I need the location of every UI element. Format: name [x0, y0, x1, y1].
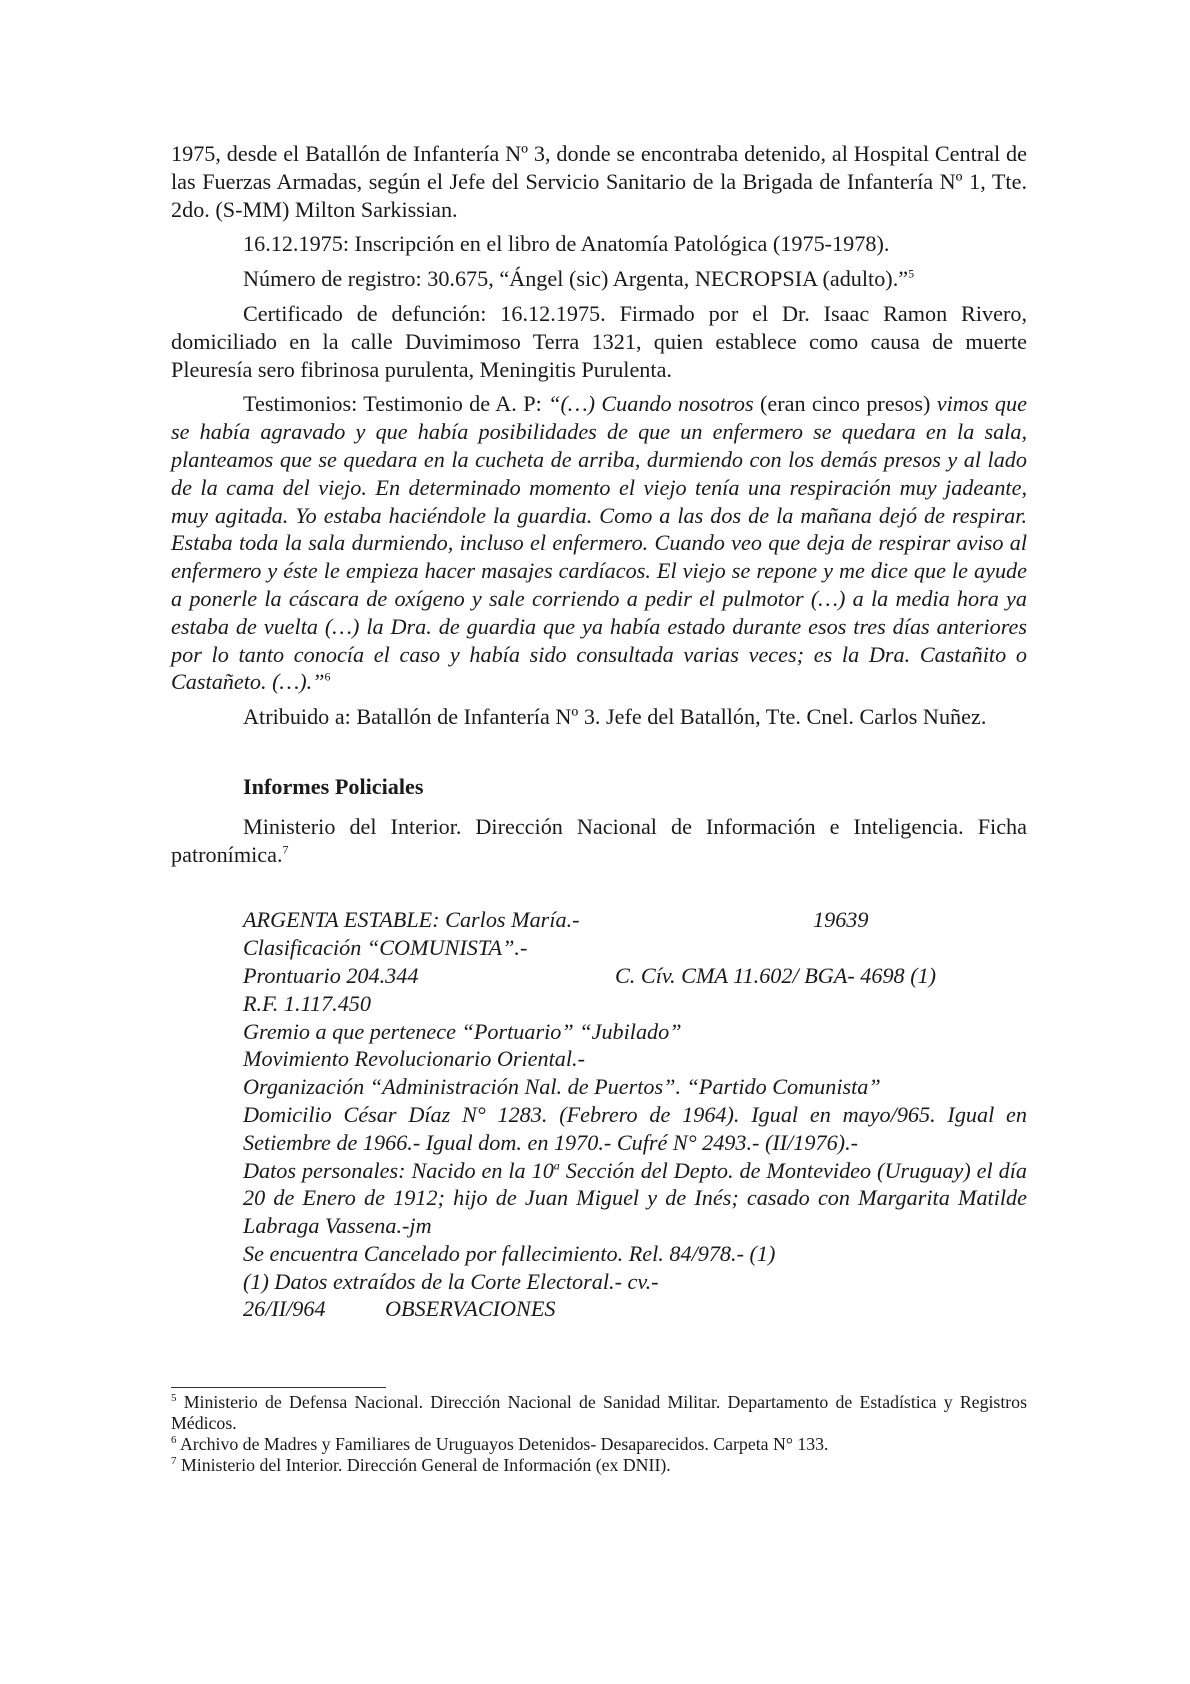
record-observations-row — [243, 1295, 1027, 1323]
record-civic-id: C. Cív. CMA 11.602/ BGA- 4698 (1) — [615, 962, 937, 988]
record-observations: OBSERVACIONES — [385, 1296, 556, 1322]
footnote-ref-7: 7 — [282, 842, 289, 857]
testimony-intro: Testimonios: Testimonio de A. P: — [243, 391, 549, 417]
paragraph-attribution: Atribuido a: Batallón de Infantería Nº 3. Jefe del Batallón, Tte. Cnel. Carlos Nuñez. — [243, 704, 987, 730]
record-prontuario-row — [243, 962, 1027, 990]
personal-data-rest: Sección del Depto. de Montevideo (Uruguay) el día 20 de Enero de 1912; hijo de Juan Miguel y de Inés; casado con Margarita Matilde Labraga Vassena.-jm — [243, 1157, 1027, 1239]
record-classification: Clasificación “COMUNISTA”.- — [243, 935, 528, 961]
footnote-text: Ministerio del Interior. Dirección General de Información (ex DNII). — [180, 1455, 671, 1475]
record-rf: R.F. 1.117.450 — [243, 990, 371, 1016]
footnote-text: Ministerio de Defensa Nacional. Dirección Nacional de Sanidad Militar. Departamento de Estadística y Registros Médicos. — [171, 1392, 1027, 1433]
record-address: Domicilio César Díaz N° 1283. (Febrero de 1964). Igual en mayo/965. Igual en Setiembre de 1966.- Igual dom. en 1970.- Cufré N° 2493.- (II/1976).- — [243, 1101, 1027, 1155]
ordinal-superscript: a — [553, 1158, 560, 1173]
record-organization: Organización “Administración Nal. de Puertos”. “Partido Comunista” — [243, 1074, 881, 1100]
record-number: 19639 — [813, 907, 869, 933]
paragraph-testimony — [171, 390, 1027, 696]
record-card — [243, 906, 1027, 1323]
paragraph-ministry — [171, 813, 1027, 869]
footnote-5 — [171, 1392, 1027, 1434]
footnote-number: 6 — [171, 1434, 177, 1447]
document-body — [171, 140, 1027, 1323]
record-source: (1) Datos extraídos de la Corte Electoral.- cv.- — [243, 1268, 659, 1294]
footnote-ref-5: 5 — [908, 266, 915, 281]
testimony-quote-start: “(…) Cuando nosotros — [548, 391, 754, 417]
footnote-6 — [171, 1434, 1027, 1455]
paragraph-inscription: 16.12.1975: Inscripción en el libro de Anatomía Patológica (1975-1978). — [243, 231, 890, 257]
record-name-row — [243, 906, 1027, 934]
ministry-text: Ministerio del Interior. Dirección Nacional de Información e Inteligencia. Ficha patronímica. — [171, 813, 1027, 867]
record-personal-data — [243, 1157, 1027, 1240]
record-union: Gremio a que pertenece “Portuario” “Jubilado” — [243, 1018, 682, 1044]
footnotes — [171, 1392, 1027, 1476]
record-prontuario: Prontuario 204.344 — [243, 962, 419, 988]
footnote-text: Archivo de Madres y Familiares de Uruguayos Detenidos- Desaparecidos. Carpeta N° 133. — [179, 1434, 829, 1454]
footnote-ref-6: 6 — [324, 669, 331, 684]
testimony-aside: (eran cinco presos) — [753, 391, 937, 417]
footnote-separator — [171, 1387, 386, 1388]
paragraph-transfer: 1975, desde el Batallón de Infantería Nº 3, donde se encontraba detenido, al Hospital Central de las Fuerzas Armadas, según el Jefe del Servicio Sanitario de la Brigada de Infantería Nº 1, Tte. 2do. (S-MM) Milton Sarkissian. — [171, 141, 1027, 222]
registry-text: Número de registro: 30.675, “Ángel (sic) Argenta, NECROPSIA (adulto).” — [243, 266, 909, 292]
section-heading: Informes Policiales — [243, 773, 424, 799]
personal-data-start: Datos personales: Nacido en la 10 — [243, 1157, 554, 1183]
record-movement: Movimiento Revolucionario Oriental.- — [243, 1046, 585, 1072]
record-cancelled: Se encuentra Cancelado por fallecimiento. Rel. 84/978.- (1) — [243, 1240, 776, 1266]
paragraph-certificate: Certificado de defunción: 16.12.1975. Firmado por el Dr. Isaac Ramon Rivero, domiciliado en la calle Duvimimoso Terra 1321, quien establece como causa de muerte Pleuresía sero fibrinosa purulenta, Meningitis Purulenta. — [171, 300, 1027, 382]
footnote-number: 7 — [171, 1455, 177, 1468]
record-name: ARGENTA ESTABLE: Carlos María.- — [243, 907, 580, 933]
paragraph-registry — [171, 265, 1027, 293]
record-date: 26/II/964 — [243, 1296, 326, 1322]
footnote-7 — [171, 1455, 1027, 1476]
footnote-number: 5 — [171, 1392, 177, 1405]
testimony-quote: vimos que se había agravado y que había posibilidades de que un enfermero se quedara en la sala, planteamos que se quedara en la cucheta de arriba, durmiendo con los demás presos y al lado de la cama del viejo. En determinado momento el viejo tenía una respiración muy jadeante, muy agitada. Yo estaba haciéndole la guardia. Como a las dos de la mañana dejó de respirar. Estaba toda la sala durmiendo, incluso el enfermero. Cuando veo que deja de respirar aviso al enfermero y éste le empieza hacer masajes cardíacos. El viejo se repone y me dice que le ayude a ponerle la cáscara de oxígeno y sale corriendo a pedir el pulmotor (…) a la media hora ya estaba de vuelta (…) la Dra. de guardia que ya había estado durante esos tres días anteriores por lo tanto conocía el caso y había sido consultada varias veces; es la Dra. Castañito o Castañeto. (…).” — [171, 391, 1027, 695]
